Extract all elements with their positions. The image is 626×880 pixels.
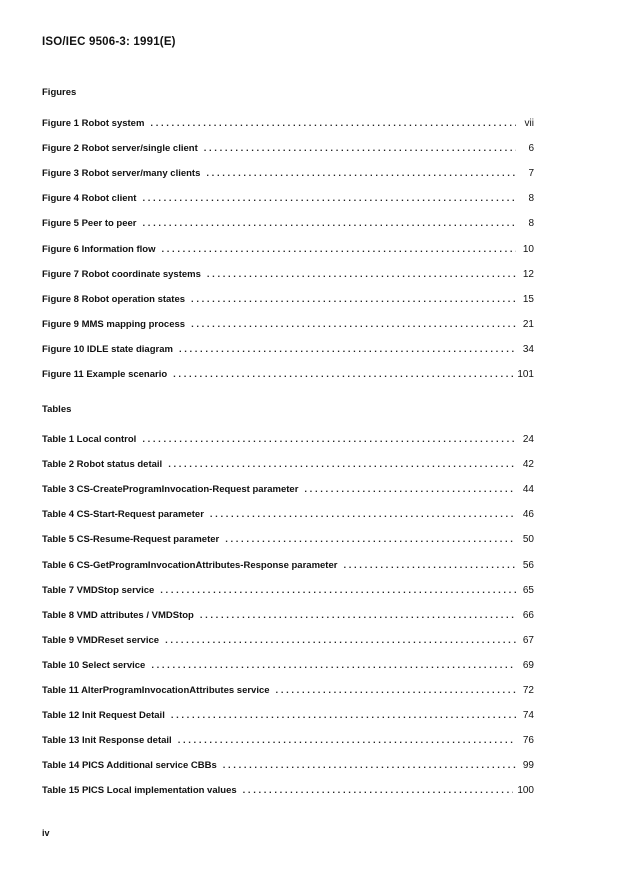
dot-leader xyxy=(207,269,516,281)
page-number: iv xyxy=(42,828,50,838)
entry-label: Table 8 VMD attributes / VMDStop xyxy=(42,609,194,621)
document-header: ISO/IEC 9506-3: 1991(E) xyxy=(42,36,176,48)
table-entry xyxy=(42,785,534,797)
dot-leader xyxy=(276,685,516,697)
entry-page-number: 50 xyxy=(522,534,534,546)
entry-label: Figure 2 Robot server/single client xyxy=(42,143,198,155)
entry-label: Figure 6 Information flow xyxy=(42,243,156,255)
dot-leader xyxy=(178,735,516,747)
dot-leader xyxy=(160,585,516,597)
entry-label: Figure 8 Robot operation states xyxy=(42,293,186,305)
entry-label: Figure 5 Peer to peer xyxy=(42,218,137,230)
figure-entry xyxy=(42,269,534,281)
entry-label: Table 13 Init Response detail xyxy=(42,735,172,747)
dot-leader xyxy=(151,660,516,672)
entry-label: Figure 9 MMS mapping process xyxy=(42,318,186,330)
entry-label: Table 3 CS-CreateProgramInvocation-Request parameter xyxy=(42,484,299,496)
entry-label: Table 6 CS-GetProgramInvocationAttributes-Response parameter xyxy=(42,559,338,571)
dot-leader xyxy=(150,118,516,130)
entry-page-number: 74 xyxy=(522,710,534,722)
dot-leader xyxy=(243,785,514,797)
dot-leader xyxy=(165,635,516,647)
entry-page-number: 69 xyxy=(522,659,534,671)
entry-page-number: 76 xyxy=(522,735,534,747)
table-entry xyxy=(42,534,534,546)
entry-page-number: 24 xyxy=(522,434,534,445)
entry-page-number: vii xyxy=(524,118,534,129)
entry-page-number: 65 xyxy=(522,584,534,596)
figure-entry xyxy=(42,168,534,180)
entry-label: Figure 1 Robot system xyxy=(42,118,145,129)
dot-leader xyxy=(142,193,516,205)
dot-leader xyxy=(161,244,516,256)
figure-entry xyxy=(42,244,534,256)
table-entry xyxy=(42,484,534,496)
figure-entry xyxy=(42,294,534,306)
entry-page-number: 44 xyxy=(522,484,534,496)
dot-leader xyxy=(210,509,516,521)
entry-page-number: 34 xyxy=(522,343,534,355)
entry-label: Figure 10 IDLE state diagram xyxy=(42,343,173,355)
table-entry xyxy=(42,735,534,747)
entry-page-number: 8 xyxy=(528,193,534,205)
table-entry xyxy=(42,610,534,622)
entry-page-number: 6 xyxy=(528,143,534,155)
table-entry xyxy=(42,434,534,446)
entry-page-number: 56 xyxy=(522,559,534,571)
dot-leader xyxy=(223,760,516,772)
entry-page-number: 10 xyxy=(522,243,534,255)
table-entry xyxy=(42,685,534,697)
table-entry xyxy=(42,509,534,521)
figure-entry xyxy=(42,218,534,230)
entry-label: Figure 11 Example scenario xyxy=(42,369,168,380)
entry-label: Table 5 CS-Resume-Request parameter xyxy=(42,534,220,546)
figure-entry xyxy=(42,319,534,331)
dot-leader xyxy=(142,434,516,446)
dot-leader xyxy=(173,369,513,381)
table-entry xyxy=(42,635,534,647)
entry-label: Figure 7 Robot coordinate systems xyxy=(42,268,201,280)
entry-page-number: 72 xyxy=(522,685,534,696)
entry-label: Table 4 CS-Start-Request parameter xyxy=(42,509,204,521)
entry-label: Figure 4 Robot client xyxy=(42,193,137,205)
entry-page-number: 21 xyxy=(522,318,534,330)
entry-page-number: 8 xyxy=(528,218,534,230)
entry-page-number: 15 xyxy=(522,293,534,305)
entry-label: Table 15 PICS Local implementation values xyxy=(42,785,237,797)
dot-leader xyxy=(225,534,516,546)
entry-page-number: 7 xyxy=(528,168,534,180)
figure-entry xyxy=(42,118,534,130)
entry-page-number: 12 xyxy=(522,268,534,280)
entry-page-number: 42 xyxy=(522,459,534,471)
dot-leader xyxy=(343,560,516,572)
dot-leader xyxy=(191,319,516,331)
entry-label: Table 10 Select service xyxy=(42,659,146,671)
entry-label: Figure 3 Robot server/many clients xyxy=(42,168,201,180)
dot-leader xyxy=(191,294,516,306)
figure-entry xyxy=(42,344,534,356)
table-entry xyxy=(42,760,534,772)
figure-entry xyxy=(42,193,534,205)
dot-leader xyxy=(204,143,516,155)
dot-leader xyxy=(304,484,516,496)
dot-leader xyxy=(168,459,516,471)
entry-label: Table 1 Local control xyxy=(42,434,137,445)
figure-entry xyxy=(42,143,534,155)
entry-page-number: 100 xyxy=(517,785,534,797)
dot-leader xyxy=(171,710,516,722)
entry-label: Table 12 Init Request Detail xyxy=(42,710,165,722)
table-entry xyxy=(42,660,534,672)
table-entry xyxy=(42,459,534,471)
entry-label: Table 11 AlterProgramInvocationAttributes service xyxy=(42,685,270,696)
dot-leader xyxy=(200,610,516,622)
dot-leader xyxy=(179,344,516,356)
figures-section-title: Figures xyxy=(42,87,77,98)
entry-label: Table 7 VMDStop service xyxy=(42,584,155,596)
entry-page-number: 46 xyxy=(522,509,534,521)
dot-leader xyxy=(143,218,516,230)
dot-leader xyxy=(206,168,516,180)
entry-label: Table 14 PICS Additional service CBBs xyxy=(42,760,217,772)
entry-label: Table 9 VMDReset service xyxy=(42,634,160,646)
table-entry xyxy=(42,710,534,722)
entry-label: Table 2 Robot status detail xyxy=(42,459,163,471)
entry-page-number: 101 xyxy=(517,369,534,380)
table-entry xyxy=(42,585,534,597)
figure-entry xyxy=(42,369,534,381)
entry-page-number: 99 xyxy=(522,760,534,772)
tables-section-title: Tables xyxy=(42,404,72,415)
entry-page-number: 66 xyxy=(522,609,534,621)
table-entry xyxy=(42,560,534,572)
entry-page-number: 67 xyxy=(522,634,534,646)
